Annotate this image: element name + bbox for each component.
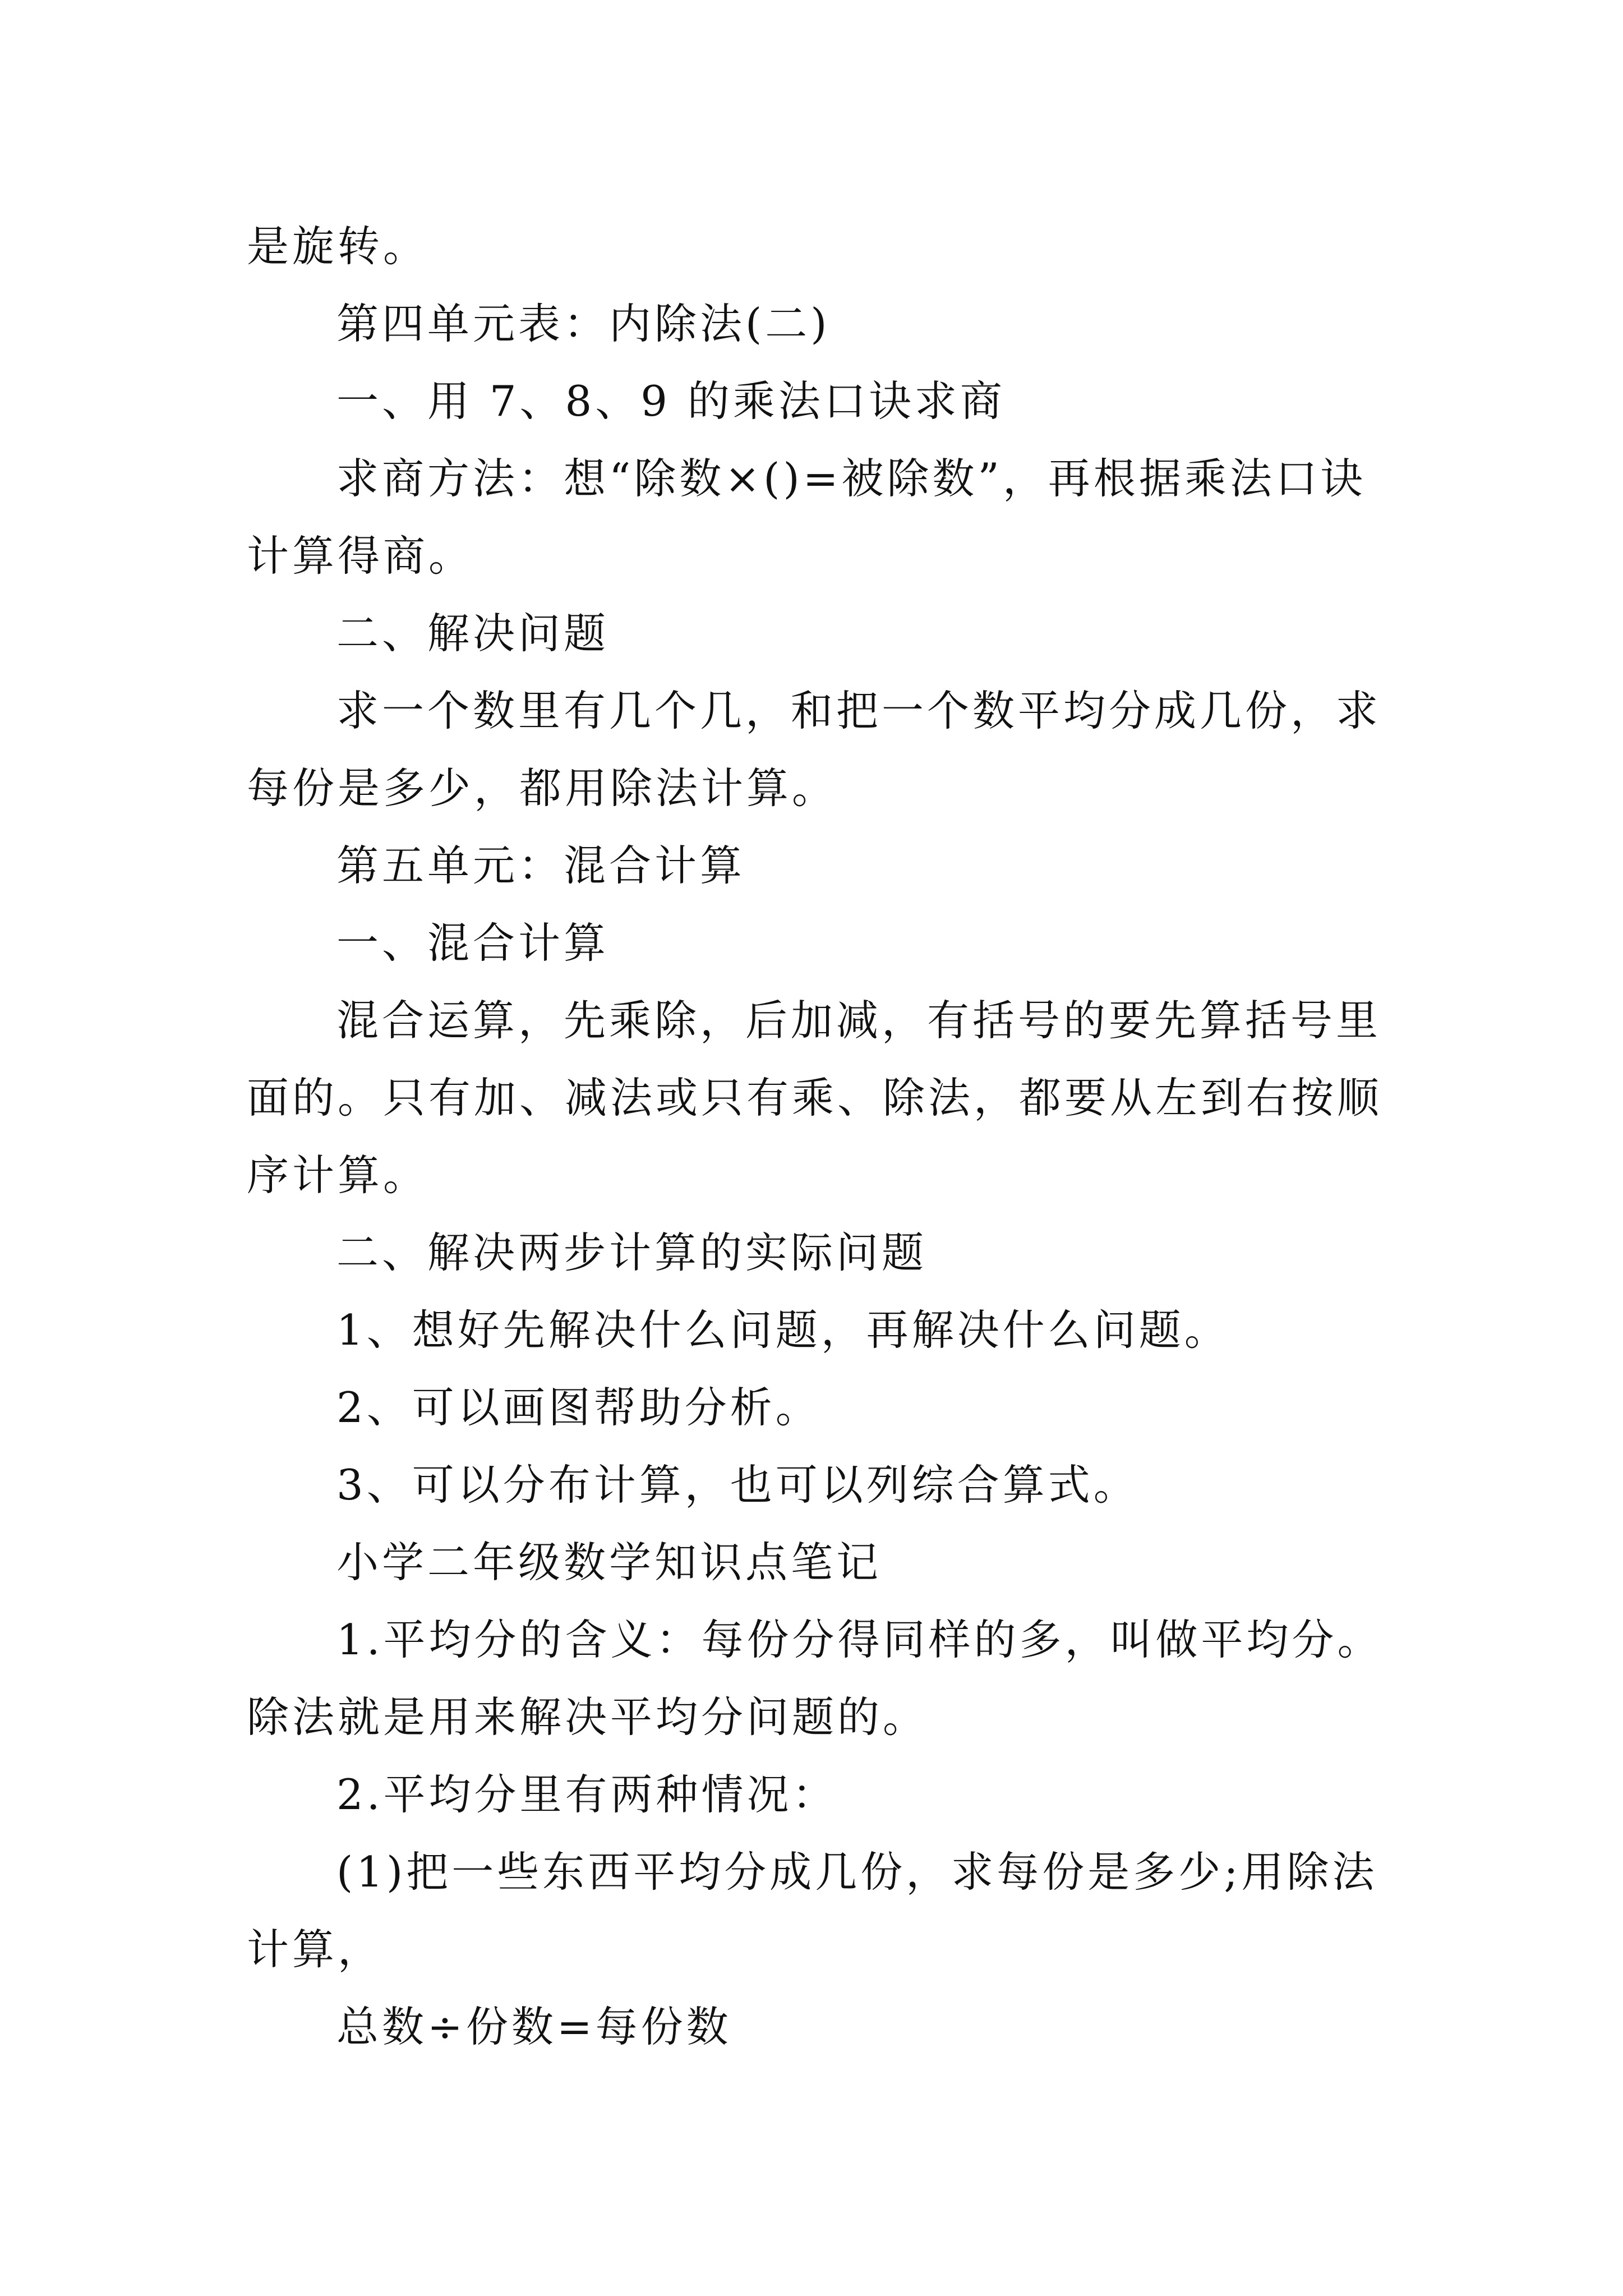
section-heading: 第五单元：混合计算 bbox=[336, 841, 746, 890]
section-heading: 第四单元表：内除法(二) bbox=[336, 299, 831, 348]
paragraph: (1)把一些东西平均分成几份，求每份是多少;用除法计算， bbox=[247, 1847, 1378, 1974]
subsection-heading: 二、解决问题 bbox=[336, 609, 610, 658]
list-item: 1、想好先解决什么问题，再解决什么问题。 bbox=[336, 1305, 1230, 1355]
paragraph: 求商方法：想“除数×()=被除数”，再根据乘法口诀计算得商。 bbox=[247, 454, 1366, 581]
paragraph: 是旋转。 bbox=[247, 222, 429, 271]
list-item: 2、可以画图帮助分析。 bbox=[336, 1383, 821, 1432]
list-item: 3、可以分布计算，也可以列综合算式。 bbox=[336, 1460, 1139, 1510]
document-body bbox=[247, 208, 1391, 2065]
paragraph: 1.平均分的含义：每份分得同样的多，叫做平均分。除法就是用来解决平均分问题的。 bbox=[247, 1615, 1383, 1742]
paragraph: 混合运算，先乘除，后加减，有括号的要先算括号里面的。只有加、减法或只有乘、除法，都要从左到右按顺序计算。 bbox=[247, 996, 1383, 1200]
subsection-heading: 二、解决两步计算的实际问题 bbox=[336, 1228, 928, 1277]
formula-line: 总数÷份数=每份数 bbox=[336, 2002, 732, 2051]
subsection-heading: 一、混合计算 bbox=[336, 918, 610, 968]
paragraph: 求一个数里有几个几，和把一个数平均分成几份，求每份是多少，都用除法计算。 bbox=[247, 686, 1382, 813]
section-heading: 小学二年级数学知识点笔记 bbox=[336, 1538, 882, 1587]
paragraph: 2.平均分里有两种情况： bbox=[336, 1770, 838, 1819]
subsection-heading: 一、用 7、8、9 的乘法口诀求商 bbox=[336, 376, 1006, 426]
